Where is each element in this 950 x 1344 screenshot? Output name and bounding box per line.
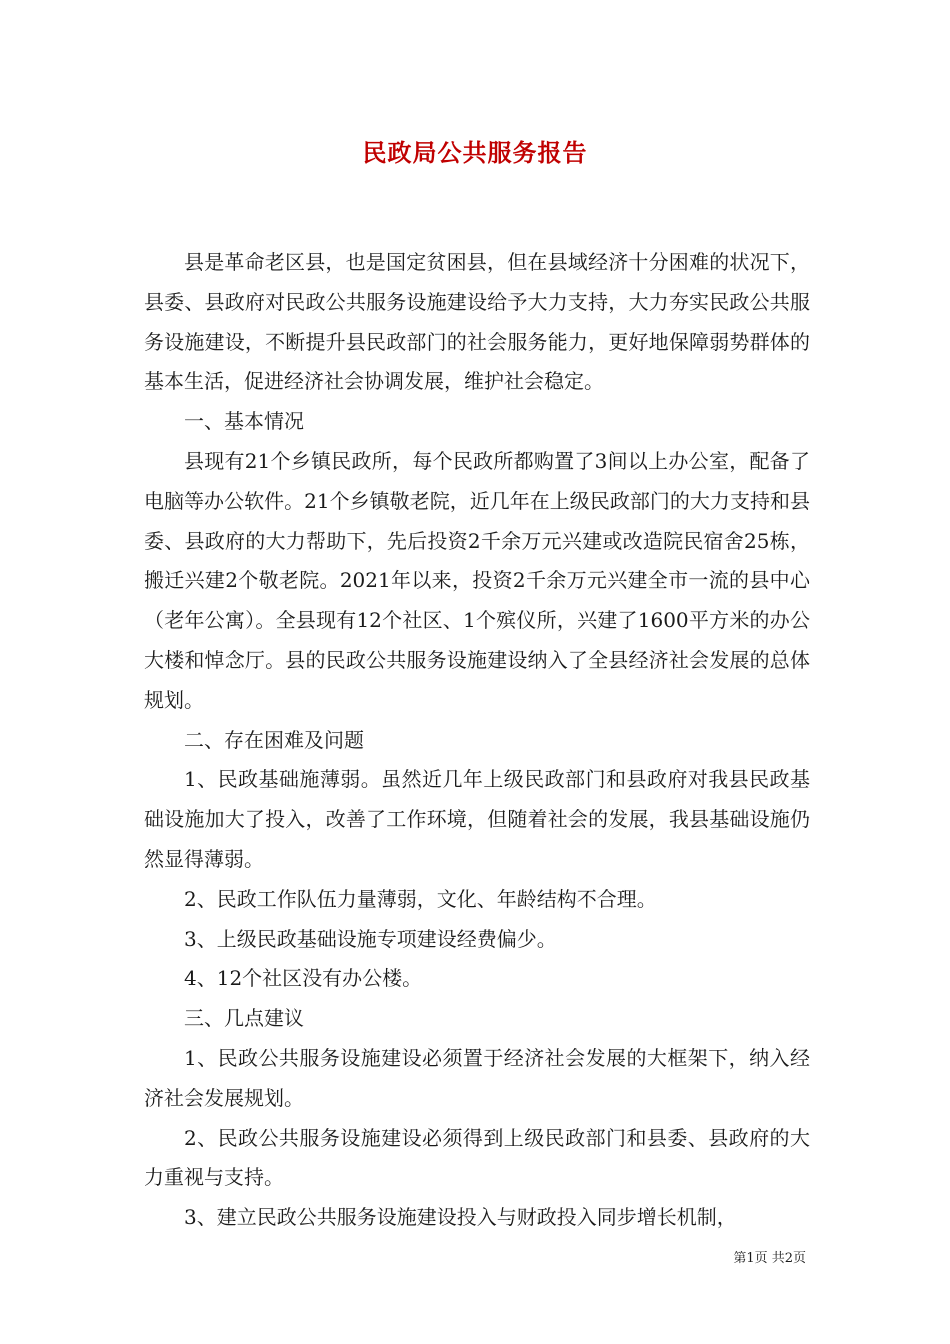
paragraph-problem-4: 4、12个社区没有办公楼。	[184, 966, 423, 991]
paragraph-suggestion-2: 2、民政公共服务设施建设必须得到上级民政部门和县委、县政府的大力重视与支持。	[144, 1125, 810, 1190]
document-body	[144, 243, 810, 1238]
page-number-footer: 第1页 共2页	[733, 1251, 806, 1266]
paragraph-suggestion-3: 3、建立民政公共服务设施建设投入与财政投入同步增长机制，	[184, 1205, 737, 1230]
section-heading-problems: 二、存在困难及问题	[184, 727, 364, 752]
paragraph-problem-1: 1、民政基础施薄弱。虽然近几年上级民政部门和县政府对我县民政基础设施加大了投入，改善了工作环境，但随着社会的发展，我县基础设施仍然显得薄弱。	[144, 767, 810, 871]
paragraph-suggestion-1: 1、民政公共服务设施建设必须置于经济社会发展的大框架下，纳入经济社会发展规划。	[144, 1045, 810, 1110]
paragraph-problem-2: 2、民政工作队伍力量薄弱，文化、年龄结构不合理。	[184, 886, 657, 911]
section-heading-basic: 一、基本情况	[184, 409, 304, 434]
paragraph-basic: 县现有21个乡镇民政所，每个民政所都购置了3间以上办公室，配备了电脑等办公软件。21个乡镇敬老院，近几年在上级民政部门的大力支持和县委、县政府的大力帮助下，先后投资2千余万元兴建或改造院民宿舍25栋，搬迁兴建2个敬老院。2021年以来，投资2千余万元兴建全市一流的县中心（老年公寓）。全县现有12个社区、1个殡仪所，兴建了1600平方米的办公大楼和悼念厅。县的民政公共服务设施建设纳入了全县经济社会发展的总体规划。	[144, 448, 810, 712]
document-title: 民政局公共服务报告	[362, 138, 588, 167]
paragraph-intro: 县是革命老区县，也是国定贫困县，但在县域经济十分困难的状况下，县委、县政府对民政公共服务设施建设给予大力支持，大力夯实民政公共服务设施建设，不断提升县民政部门的社会服务能力，更好地保障弱势群体的基本生活，促进经济社会协调发展，维护社会稳定。	[144, 250, 810, 394]
section-heading-suggestions: 三、几点建议	[184, 1006, 304, 1031]
paragraph-problem-3: 3、上级民政基础设施专项建设经费偏少。	[184, 926, 557, 951]
